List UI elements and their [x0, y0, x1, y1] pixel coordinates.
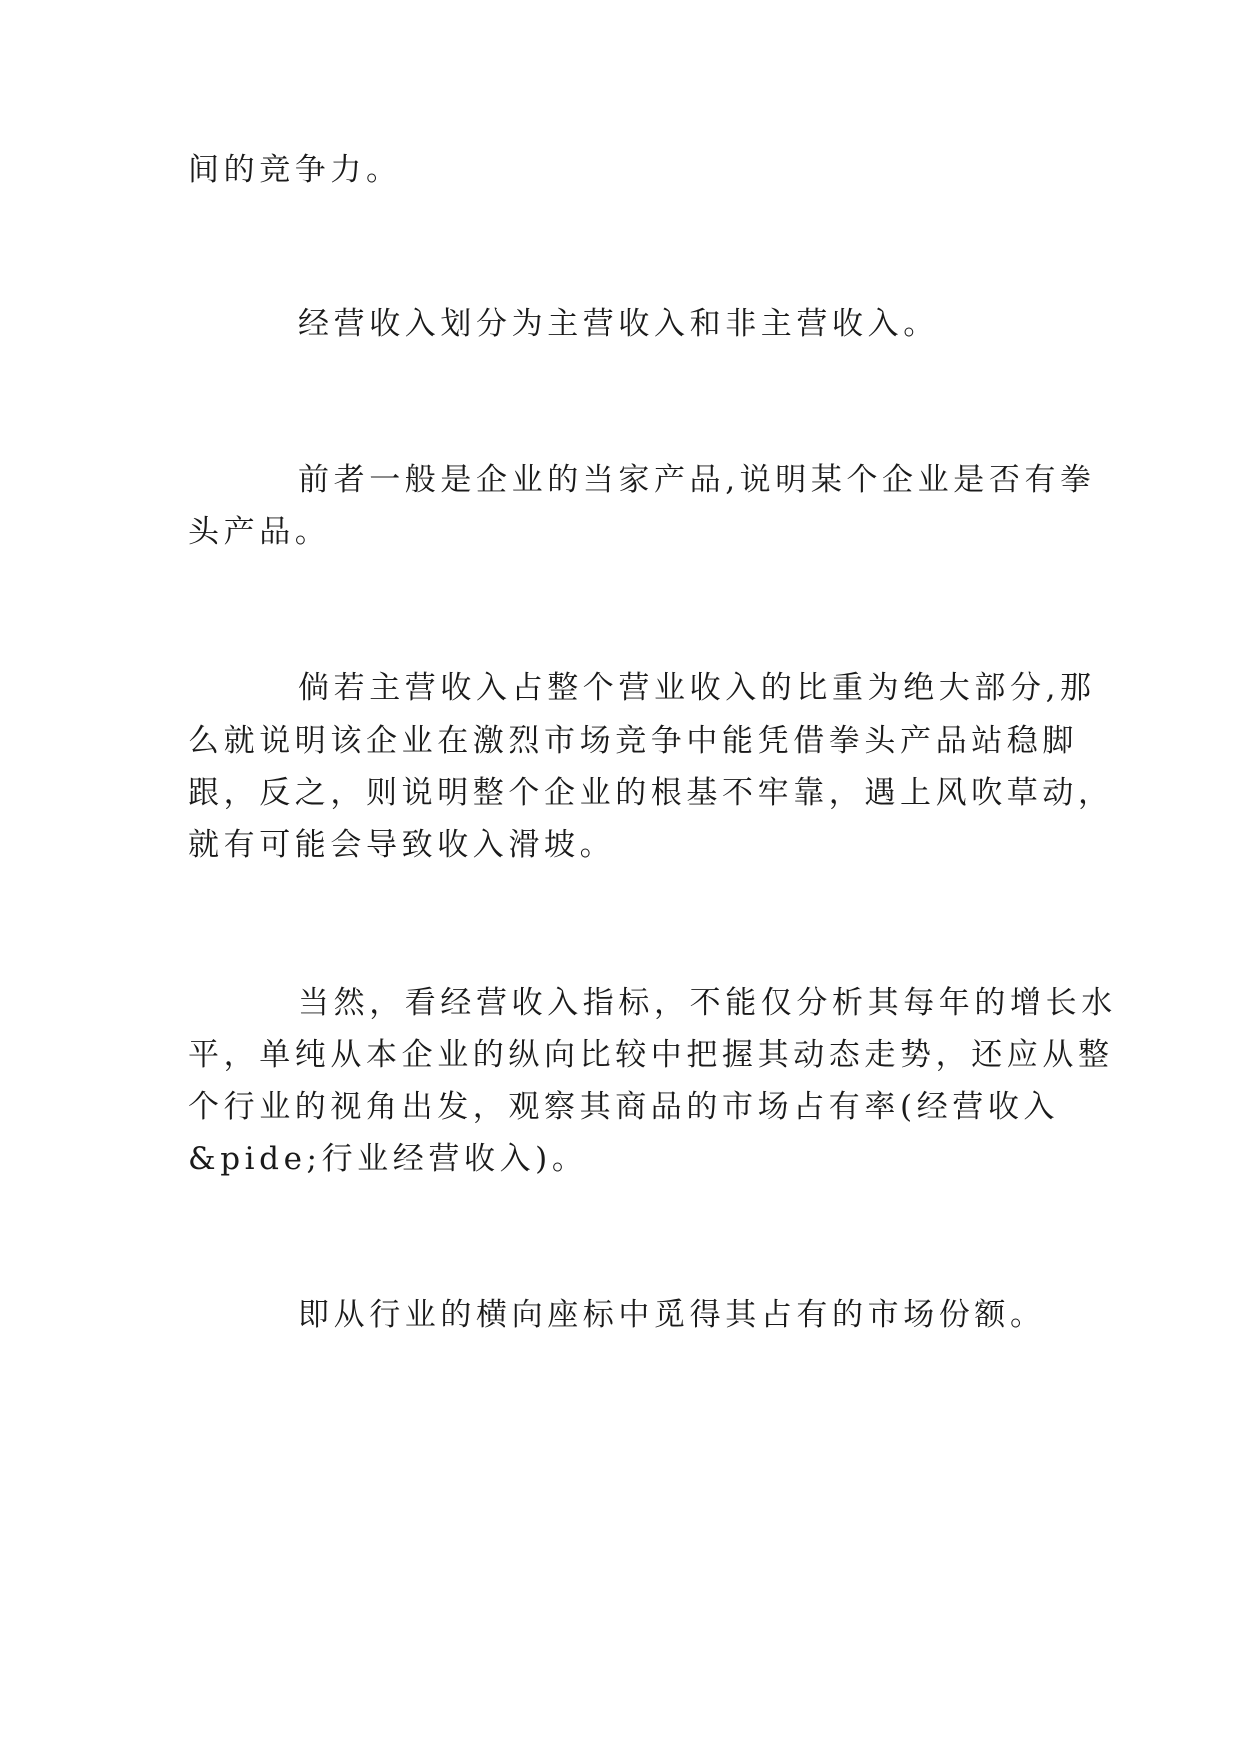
paragraph-line: 么就说明该企业在激烈市场竞争中能凭借拳头产品站稳脚 [188, 723, 1078, 759]
paragraph-line: 跟，反之，则说明整个企业的根基不牢靠，遇上风吹草动， [188, 775, 1114, 811]
paragraph-line: 就有可能会导致收入滑坡。 [188, 827, 616, 863]
paragraph-line: 平，单纯从本企业的纵向比较中把握其动态走势，还应从整 [188, 1037, 1114, 1073]
paragraph-line: 即从行业的横向座标中觅得其占有的市场份额。 [298, 1297, 1046, 1333]
paragraph-line: 当然，看经营收入指标，不能仅分析其每年的增长水 [298, 985, 1117, 1021]
paragraph-line: 经营收入划分为主营收入和非主营收入。 [298, 306, 939, 342]
paragraph-line: 头产品。 [188, 514, 331, 550]
paragraph-line: &pide;行业经营收入)。 [188, 1141, 588, 1177]
paragraph-line: 前者一般是企业的当家产品,说明某个企业是否有拳 [298, 462, 1096, 498]
paragraph-line: 个行业的视角出发，观察其商品的市场占有率(经营收入 [188, 1089, 1060, 1125]
paragraph-line: 间的竞争力。 [188, 152, 402, 188]
paragraph-line: 倘若主营收入占整个营业收入的比重为绝大部分,那 [298, 670, 1096, 706]
